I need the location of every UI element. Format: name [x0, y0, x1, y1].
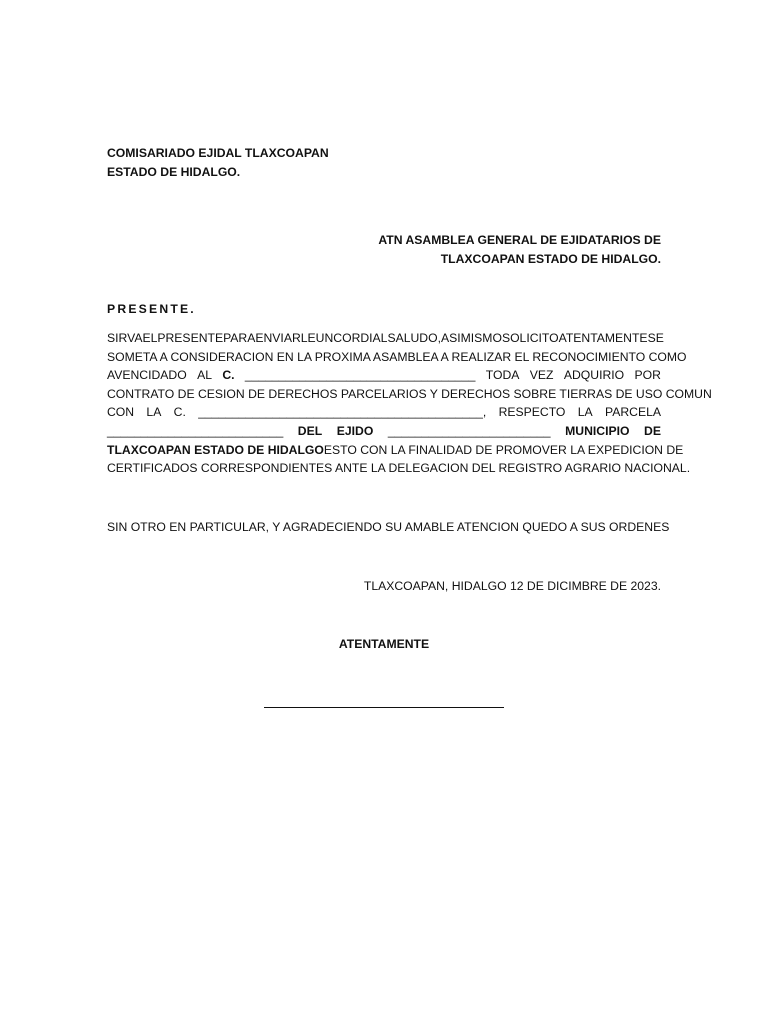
- body-word-ejido: EJIDO: [336, 423, 374, 438]
- body-word: RESPECTO: [498, 405, 566, 420]
- municipality-name: TLAXCOAPAN ESTADO DE HIDALGO: [107, 442, 324, 457]
- body-word: C.: [173, 405, 186, 420]
- body-line-2: SOMETA A CONSIDERACION EN LA PROXIMA ASAMBLEA A REALIZAR EL RECONOCIMIENTO COMO: [107, 349, 687, 364]
- attention-line-1: ATN ASAMBLEA GENERAL DE EJIDATARIOS DE: [378, 233, 661, 247]
- fill-blank-avecindado-name: __________________________________: [244, 368, 476, 383]
- body-word: AVENCIDADO: [107, 368, 187, 383]
- body-word: MISMO: [460, 331, 502, 345]
- body-word-de: DE: [644, 423, 661, 438]
- body-word: PRESENTE: [157, 331, 224, 345]
- body-word: SOLICITO: [501, 331, 559, 345]
- body-word-del: DEL: [297, 423, 323, 438]
- body-word: SIRVA: [107, 331, 143, 345]
- body-line-4: CONTRATO DE CESION DE DERECHOS PARCELARIOS Y DERECHOS SOBRE TIERRAS DE USO COMUN: [107, 386, 712, 401]
- sign-off: ATENTAMENTE: [338, 637, 430, 651]
- body-word: TODA: [485, 368, 520, 383]
- closing-sentence: SIN OTRO EN PARTICULAR, Y AGRADECIENDO SU AMABLE ATENCION QUEDO A SUS ORDENES: [107, 520, 670, 534]
- body-line-7: [107, 441, 684, 460]
- body-line-8: CERTIFICADOS CORRESPONDIENTES ANTE LA DELEGACION DEL REGISTRO AGRARIO NACIONAL.: [107, 461, 691, 476]
- body-word: LA: [577, 405, 593, 420]
- body-word: EL: [142, 331, 158, 345]
- body-word: ADQUIRIO: [563, 368, 625, 383]
- body-word: ATENTAMENTE: [558, 331, 648, 345]
- body-word-c: C.: [222, 368, 235, 383]
- fill-blank-cedente-name: __________________________________________,: [198, 405, 487, 420]
- body-line-3: [107, 366, 661, 385]
- body-word: AL: [197, 368, 212, 383]
- header-line-2: ESTADO DE HIDALGO.: [107, 164, 241, 179]
- body-word: CON: [107, 405, 135, 420]
- attention-line-2: TLAXCOAPAN ESTADO DE HIDALGO.: [440, 251, 661, 266]
- place-and-date: TLAXCOAPAN, HIDALGO 12 DE DICIMBRE DE 2023.: [363, 579, 661, 593]
- body-word: PARCELA: [605, 405, 661, 420]
- recipient-header: [107, 144, 329, 181]
- fill-blank-parcela: __________________________: [107, 423, 284, 438]
- attention-block: [378, 231, 661, 268]
- body-word: LA: [146, 405, 162, 420]
- body-line-5: [107, 403, 661, 422]
- body-word: ASI: [440, 331, 461, 345]
- body-line-1: [107, 329, 664, 348]
- body-word: POR: [634, 368, 661, 383]
- body-word: SE: [647, 331, 664, 345]
- body-line-6: [107, 422, 661, 441]
- salutation: PRESENTE.: [107, 302, 196, 316]
- fill-blank-ejido: ________________________: [387, 423, 551, 438]
- body-word: CORDIAL: [333, 331, 388, 345]
- header-line-1: COMISARIADO EJIDAL TLAXCOAPAN: [107, 146, 329, 160]
- body-word: ENVIARLE: [255, 331, 316, 345]
- letter-body: [107, 329, 712, 478]
- signature-line: [264, 707, 504, 708]
- body-word: PARA: [223, 331, 256, 345]
- body-word: SALUDO,: [387, 331, 441, 345]
- body-word-municipio: MUNICIPIO: [565, 423, 630, 438]
- body-word: UN: [315, 331, 334, 345]
- body-word: VEZ: [529, 368, 554, 383]
- body-line-7-rest: ESTO CON LA FINALIDAD DE PROMOVER LA EXPEDICION DE: [323, 442, 684, 457]
